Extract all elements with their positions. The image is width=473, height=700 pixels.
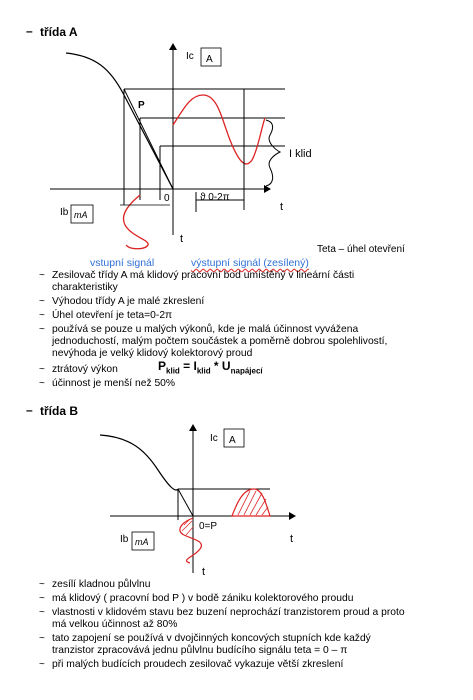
b-characteristic-curve — [100, 435, 178, 490]
a-klid-brace — [266, 120, 280, 186]
bullet-mark: ~ — [39, 296, 45, 307]
formula-p: P — [158, 359, 167, 373]
bullet-mark: ~ — [39, 633, 45, 644]
a-bullet-4 — [39, 324, 359, 336]
bullet-mark: ~ — [39, 310, 45, 321]
a-load-line — [124, 89, 173, 189]
a-power-formula — [158, 359, 263, 375]
b-bullet-1 — [39, 579, 151, 591]
b-ib-unit: mA — [135, 537, 149, 547]
b-zero-label: 0=P — [199, 521, 218, 532]
a-t-bottom-label: t — [180, 233, 184, 245]
bullet-mark: ~ — [39, 607, 45, 618]
a-bullet-2 — [39, 296, 205, 308]
a-bullet-6-text: účinnost je menší než 50% — [52, 378, 176, 389]
a-bullet-1-cont: charakteristiky — [52, 282, 118, 293]
formula-p-sub: klid — [166, 366, 180, 376]
a-ic-label: Ic — [186, 51, 194, 62]
caption-output-signal-text: výstupní signál (zesílený) — [191, 257, 309, 269]
b-ib-label: Ib — [120, 534, 129, 545]
a-klid-label: I klid — [289, 148, 312, 160]
a-input-wave — [123, 195, 148, 249]
a-characteristic-curve — [66, 53, 173, 189]
b-bullet-2-text: má klidový ( pracovní bod P ) v bodě zániku kolektorového proudu — [52, 593, 354, 604]
class-a-graph — [0, 0, 473, 260]
a-output-wave — [173, 95, 265, 164]
a-bullet-5 — [39, 364, 118, 376]
bullet-mark: ~ — [39, 378, 45, 389]
a-ic-unit: A — [206, 54, 213, 65]
a-bullet-1-text: Zesilovač třídy A má klidový pracovní bod umístěný v lineární části — [52, 270, 355, 281]
bullet-mark: ~ — [39, 324, 45, 335]
section-a-dash: – — [26, 24, 33, 38]
bullet-mark: ~ — [39, 659, 45, 670]
formula-mul: * U — [210, 359, 231, 373]
formula-i-sub: klid — [196, 366, 211, 376]
a-bullet-4-text: používá se pouze u malých výkonů, kde je malá účinnost vyvážena — [52, 324, 359, 335]
a-ib-label: Ib — [60, 207, 69, 218]
bullet-mark: ~ — [39, 364, 45, 375]
formula-eq: = I — [179, 359, 197, 373]
b-bullet-4 — [39, 633, 371, 645]
b-bullet-4-text: tato zapojení se používá v dvojčinných koncových stupních kde každý — [52, 633, 371, 644]
a-bullet-5-text: ztrátový výkon — [52, 364, 118, 375]
b-bullet-2 — [39, 593, 354, 605]
a-ib-unit: mA — [74, 210, 88, 220]
a-t-right-label: t — [280, 201, 284, 213]
a-bullet-3 — [39, 310, 173, 322]
b-bullet-3 — [39, 607, 405, 619]
a-bullet-1 — [39, 270, 355, 282]
section-a-title: třída A — [40, 25, 78, 39]
a-zero-label: 0 — [164, 193, 170, 204]
a-bullet-6 — [39, 378, 176, 390]
a-bullet-2-text: Výhodou třídy A je malé zkreslení — [52, 296, 205, 307]
b-bullet-3-text: vlastnosti v klidovém stavu bez buzení neprochází tranzistorem proud a proto — [52, 607, 405, 618]
section-b-title: třída B — [40, 404, 79, 418]
section-b-dash: – — [26, 403, 33, 417]
bullet-mark: ~ — [39, 593, 45, 604]
b-input-hatch — [182, 519, 193, 535]
a-p-label: P — [138, 100, 145, 111]
a-bullet-4-cont2: nevýhoda je velký klidový kolektorový proud — [52, 348, 253, 359]
b-bullet-3-cont: má velkou účinnost až 80% — [52, 619, 178, 630]
a-bullet-4-cont1: jednoduchostí, malým počtem součástek a poměrně dobrou spolehlivostí, — [52, 336, 388, 347]
caption-output-signal — [191, 257, 309, 269]
bullet-mark: ~ — [39, 579, 45, 590]
b-load-line — [178, 489, 193, 516]
b-t-right-label: t — [290, 533, 294, 545]
b-bullet-4-cont: tranzistor zpracovává jednu půlvlnu budícího signálu teta = 0 – π — [52, 645, 348, 656]
b-bullet-1-text: zesílí kladnou půlvlnu — [52, 579, 151, 590]
b-bullet-5 — [39, 659, 344, 671]
b-bullet-5-text: při malých budících proudech zesilovač vykazuje větší zkreslení — [52, 659, 344, 670]
caption-teta: Teta – úhel otevření — [317, 244, 405, 255]
a-bullet-3-text: Úhel otevření je teta=0-2π — [52, 310, 173, 321]
b-ic-label: Ic — [210, 433, 218, 444]
caption-input-signal: vstupní signál — [90, 257, 155, 269]
bullet-mark: ~ — [39, 270, 45, 281]
class-b-graph — [0, 415, 473, 580]
a-theta-label: ϑ 0-2π — [200, 192, 230, 203]
b-t-bottom-label: t — [202, 566, 206, 578]
b-ic-unit: A — [229, 435, 236, 446]
formula-u-sub: napájecí — [230, 366, 263, 376]
